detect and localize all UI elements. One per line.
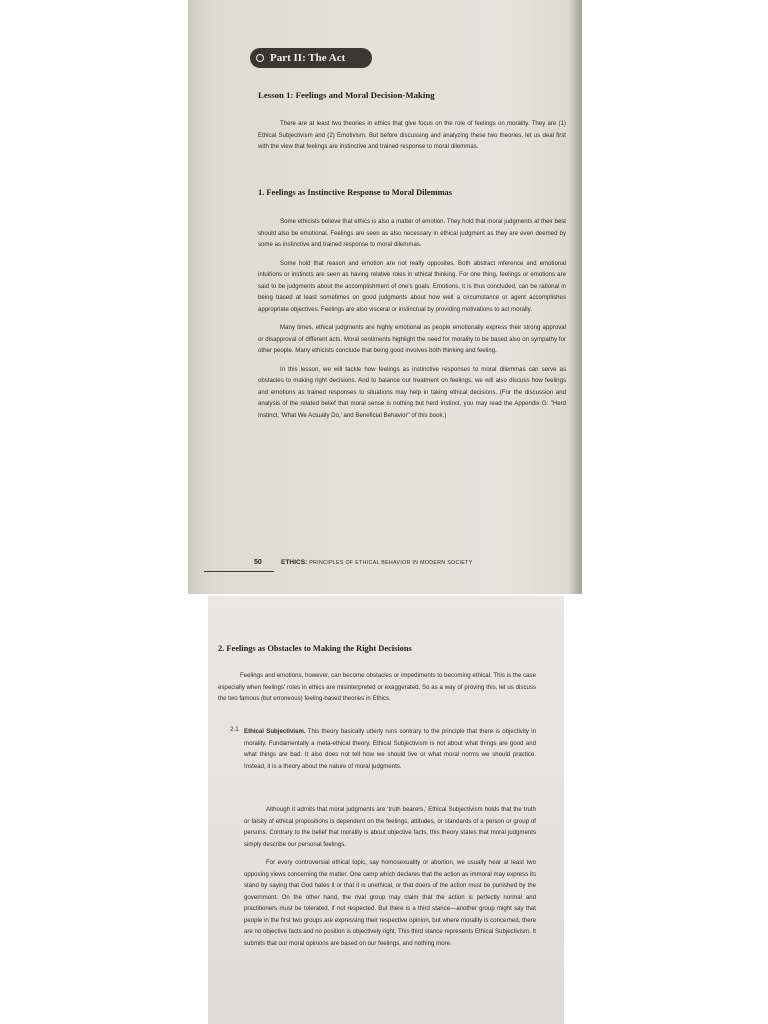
intro-paragraph: [218, 670, 536, 705]
section-title: 2. Feelings as Obstacles to Making the Right Decisions: [218, 644, 412, 653]
body-paragraphs: [258, 216, 566, 421]
paragraph: For every controversial ethical topic, say homosexuality or abortion, we usually hear at least two opposing views concerning the matter. One camp which declares that the action as immoral may express its stand by saying that God hates it or that it is unethical, or that doers of the action must be punished by the government. On the other hand, the rival group may claim that the action is perfectly normal and practitioners must be tolerated, if not respected. But there is a third stance—another group might say that people in the first two groups are expressing their respective opinion, but where morality is concerned, there are no objective facts and no position is objectively right. This third stance represents Ethical Subjectivism. It submits that our moral opinions are based on our feelings, and nothing more.: [244, 859, 536, 947]
paragraph: Many times, ethical judgments are highly emotional as people emotionally express their strong approval or disapproval of different acts. Moral sentiments highlight the need for morality to be based also on sympathy for other people. Many ethicists conclude that being good involves both thinking and feeling.: [258, 324, 566, 354]
list-item: [244, 726, 536, 772]
book-title-bold: ETHICS:: [281, 559, 308, 566]
book-page-top: [188, 0, 582, 594]
page-spine-shadow: [568, 0, 582, 594]
list-item-text: This theory basically utterly runs contrary to the principle that there is objectivity in morality. Fundamentally a meta-ethical theory, Ethical Subjectivism is not about what things are good and what things are bad. It also does not tell how we should live or what moral norms we should practice. Instead, it is a theory about the nature of moral judgments.: [244, 728, 536, 770]
page-number: 50: [254, 559, 262, 566]
intro-paragraph: [258, 118, 566, 153]
footer-rule: [204, 571, 274, 572]
paragraph: Some hold that reason and emotion are not really opposites. Both abstract inference and emotional intuitions or instincts are seen as having relative roles in ethical thinking. For one thing, feelings or emotions are said to be judgments about the accomplishment of one's goals. Emotions, it is thus concluded, can be rational in being based at least sometimes on good judgments about how well a circumstance or agent accomplishes appropriate objectives. Feelings are also visceral or instinctual by providing motivations to act morally.: [258, 259, 566, 313]
lesson-title: Lesson 1: Feelings and Moral Decision-Making: [258, 90, 435, 100]
part-banner: [250, 48, 372, 68]
list-item-title: Ethical Subjectivism.: [244, 728, 306, 735]
paragraph: Some ethicists believe that ethics is also a matter of emotion. They hold that moral judgments at their best should also be emotional. Feelings are seen as also necessary in ethical judgment as they are even deemed by some as instinctive and trained response to moral dilemmas.: [258, 218, 566, 248]
book-title-footer: [281, 559, 473, 566]
section-title: 1. Feelings as Instinctive Response to Moral Dilemmas: [258, 188, 453, 197]
intro-text: Feelings and emotions, however, can become obstacles or impediments to becoming ethical. This is the case especially when feelings' roles in ethics are misinterpreted or exaggerated. So as a way of proving this, let us discuss the two famous (but erroneous) feeling-based theories in Ethics.: [218, 672, 536, 702]
list-item-body: [244, 726, 536, 772]
paragraph: In this lesson, we will tackle how feelings as instinctive responses to moral dilemmas can serve as obstacles to making right decisions. And to balance our treatment on feelings, we will also discuss how feelings and emotions as trained responses to situations may help in taking ethical decisions. (For the discussion and analysis of the related belief that moral sense is nothing but herd instinct, you may read the Appendix G: "Herd Instinct, 'What We Actually Do,' and Beneficial Behavior" of this book.): [258, 365, 566, 419]
book-title-rest: PRINCIPLES OF ETHICAL BEHAVIOR IN MODERN SOCIETY: [309, 560, 473, 566]
paragraph: Although it admits that moral judgments are 'truth bearers,' Ethical Subjectivism holds that the truth or falsity of ethical propositions is dependent on the feelings, attitudes, or standards of a person or group of persons. Contrary to the belief that morality is about objective facts, this theory states that moral judgments simply describe our personal feelings.: [244, 806, 536, 848]
body-paragraphs: [244, 804, 536, 949]
list-number: 2.1: [230, 726, 239, 733]
bullet-icon: [256, 54, 264, 62]
part-banner-text: Part II: The Act: [270, 52, 346, 64]
intro-text: There are at least two theories in ethics that give focus on the role of feelings on morality. They are (1) Ethical Subjectivism and (2) Emotivism. But before discussing and analyzing these two theories, let us deal first with the view that feelings are instinctive and trained response to moral dilemmas.: [258, 120, 566, 150]
book-page-bottom: [208, 596, 564, 1024]
